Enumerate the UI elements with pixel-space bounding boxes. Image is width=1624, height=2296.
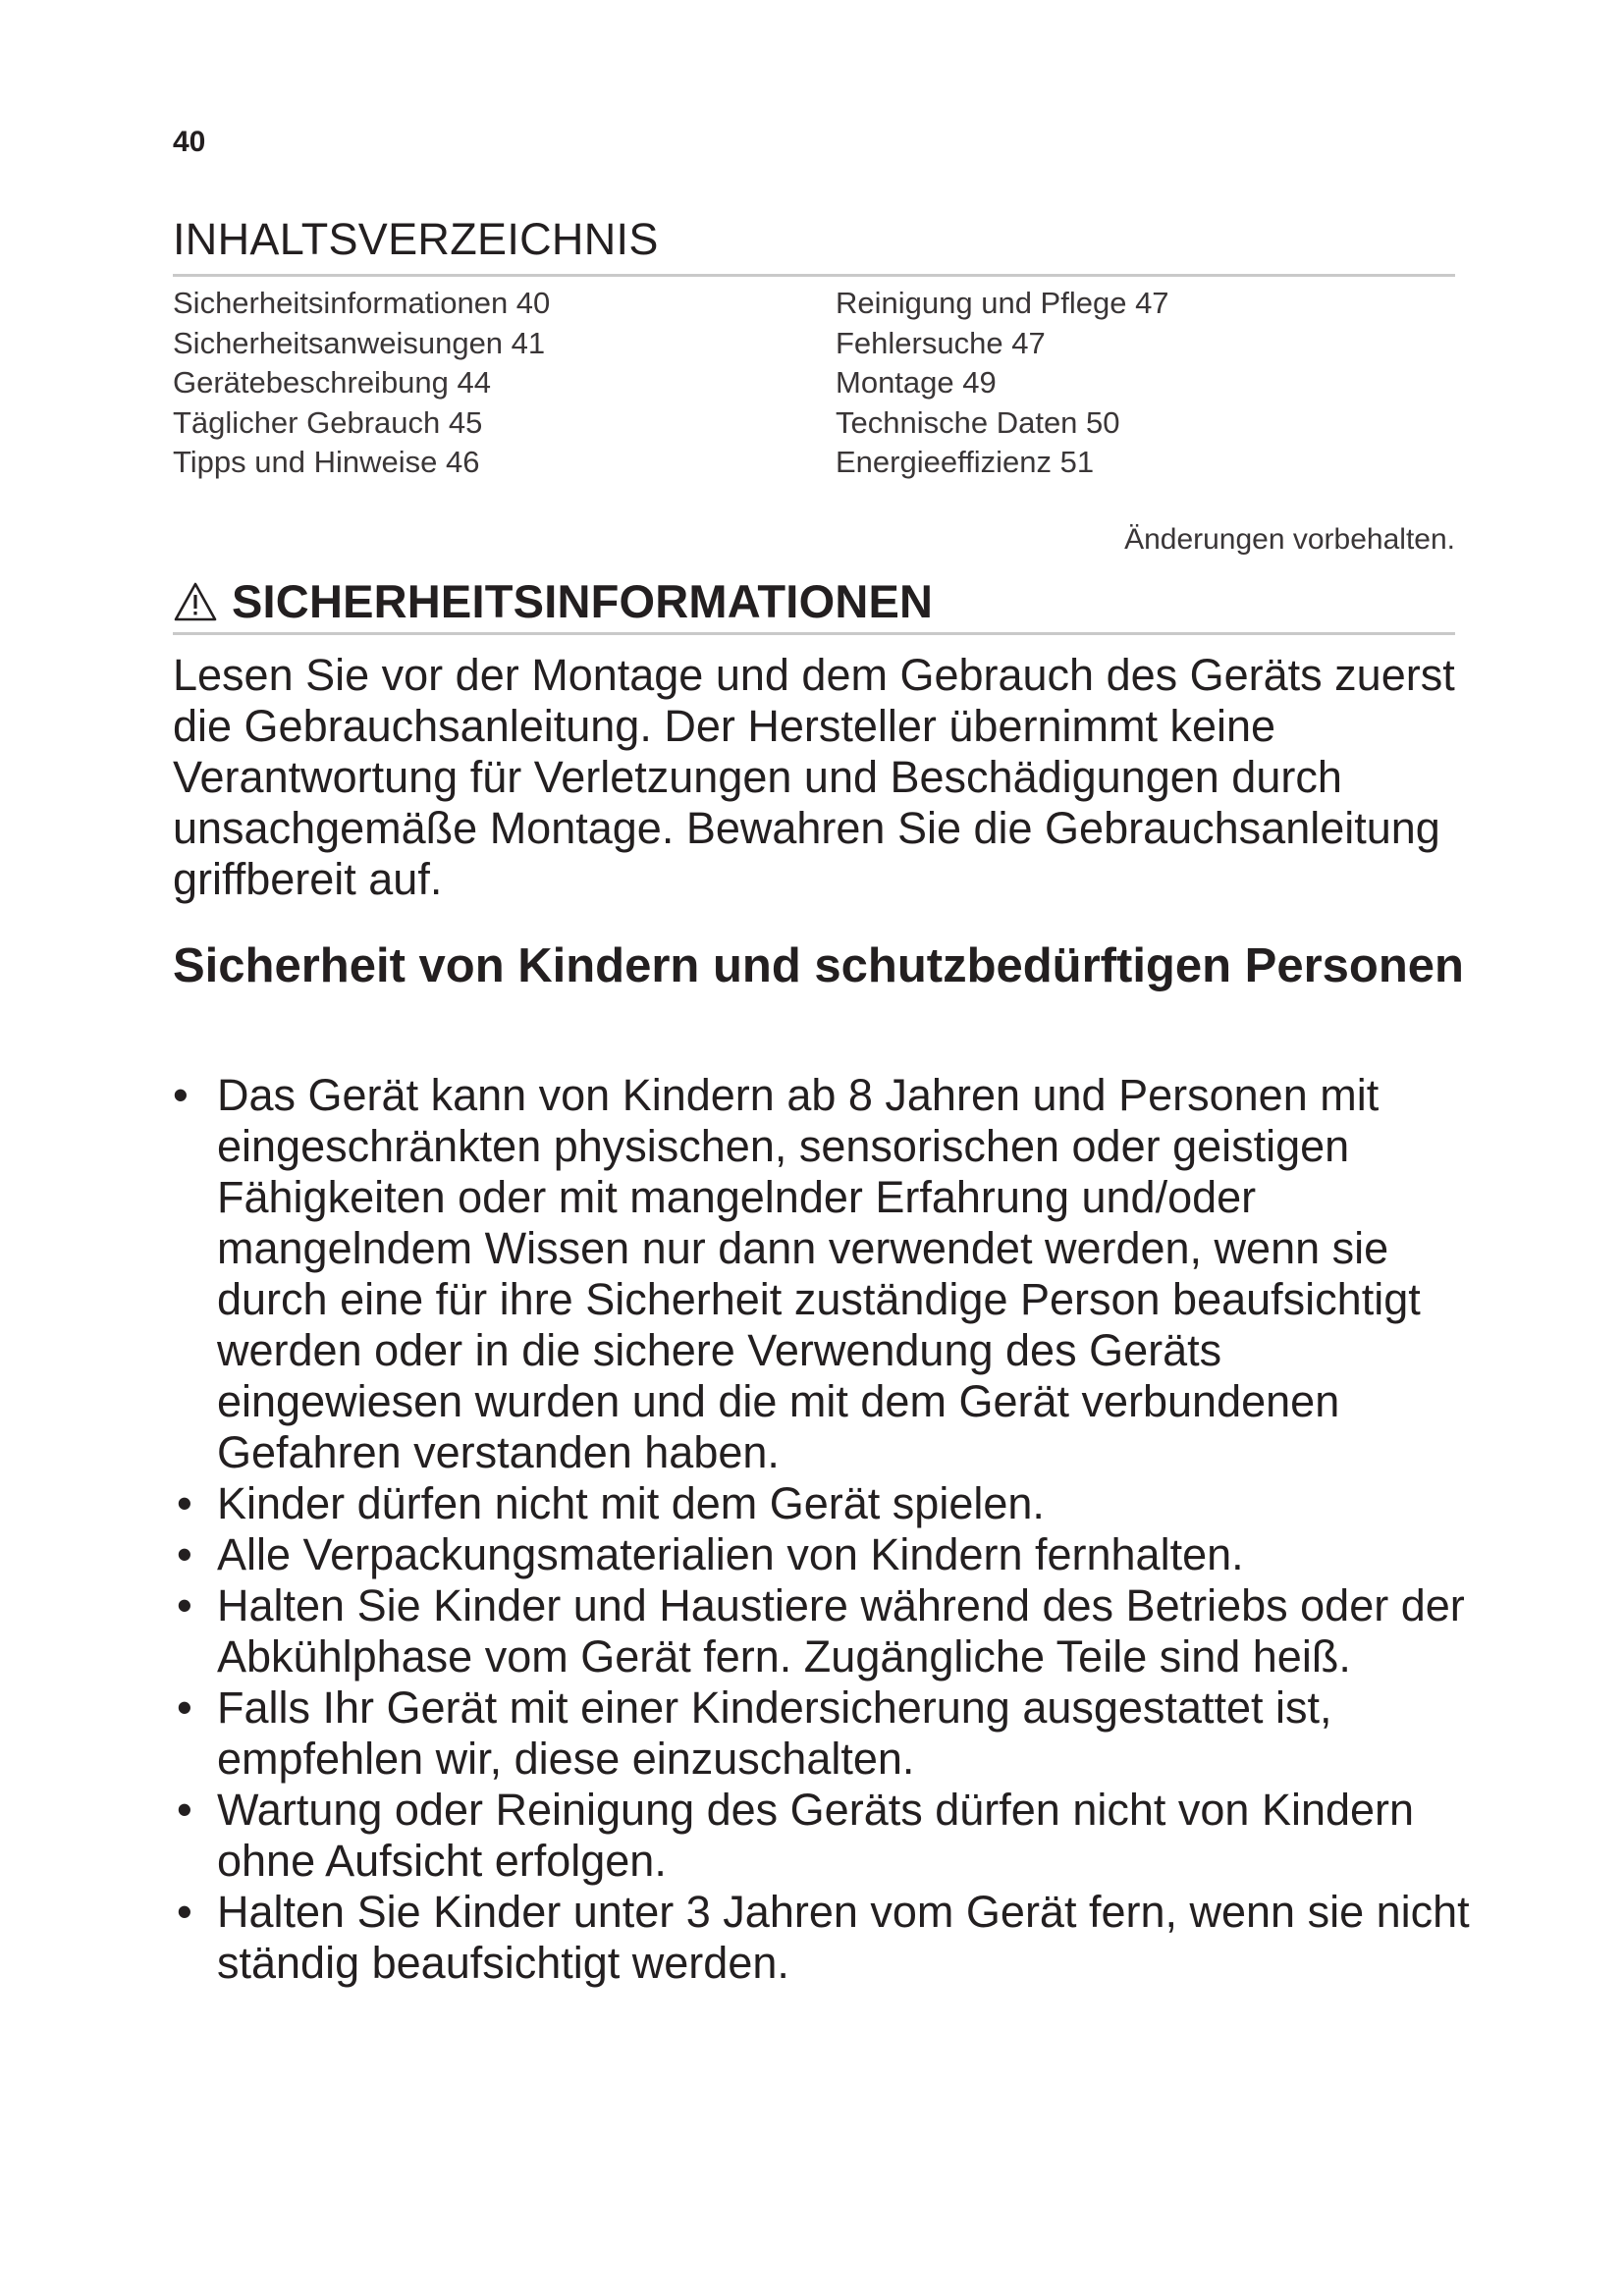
list-item [173, 1785, 1479, 1887]
list-item [173, 1529, 1479, 1580]
child-safety-subheading: Sicherheit von Kindern und schutzbedürftigen Personen [173, 939, 1464, 992]
child-safety-list [173, 1070, 1479, 1989]
bullet-icon: • [177, 1887, 192, 1937]
bullet-icon: • [177, 1478, 192, 1528]
bullet-icon: • [177, 1529, 192, 1579]
list-item-text: Wartung oder Reinigung des Geräts dürfen nicht von Kindern ohne Aufsicht erfolgen. [217, 1785, 1415, 1886]
toc-entry: Täglicher Gebrauch 45 [173, 404, 483, 440]
page-number: 40 [173, 126, 206, 158]
toc-right-column [836, 284, 1169, 483]
bullet-icon: • [177, 1682, 192, 1733]
bullet-icon: • [173, 1070, 189, 1120]
safety-intro: Lesen Sie vor der Montage und dem Gebrauch des Geräts zuerst die Gebrauchsanleitung. Der Hersteller übernimmt keine Verantwortung für Verletzungen und Beschädigungen durch unsachgemäße Montage. Bewahren Sie die Gebrauchsanleitung griffbereit auf. [173, 650, 1455, 904]
toc-entry: Sicherheitsinformationen 40 [173, 286, 551, 320]
warning-triangle-icon [173, 579, 218, 620]
toc-title: INHALTSVERZEICHNIS [173, 214, 659, 264]
safety-heading [173, 574, 933, 628]
list-item [173, 1070, 1479, 1478]
list-item-text: Das Gerät kann von Kindern ab 8 Jahren und Personen mit eingeschränkten physischen, sensorischen oder geistigen Fähigkeiten oder mit mangelnder Erfahrung und/oder mangelndem Wissen nur dann verwendet werden, wenn sie durch eine für ihre Sicherheit zuständige Person beaufsichtigt werden oder in die sichere Verwendung des Geräts eingewiesen wurden und die mit dem Gerät verbundenen Gefahren verstanden haben. [217, 1070, 1421, 1477]
list-item-text: Kinder dürfen nicht mit dem Gerät spielen. [217, 1478, 1045, 1528]
list-item [173, 1682, 1479, 1785]
bullet-icon: • [177, 1785, 192, 1835]
list-item-text: Halten Sie Kinder und Haustiere während des Betriebs oder der Abkühlphase vom Gerät fern. Zugängliche Teile sind heiß. [217, 1580, 1465, 1682]
toc-entry: Energieeffizienz 51 [836, 445, 1095, 479]
safety-divider [173, 632, 1455, 635]
bullet-icon: • [177, 1580, 192, 1630]
list-item [173, 1887, 1479, 1989]
list-item-text: Halten Sie Kinder unter 3 Jahren vom Gerät fern, wenn sie nicht ständig beaufsichtigt werden. [217, 1887, 1470, 1988]
toc-entry: Tipps und Hinweise 46 [173, 445, 480, 479]
toc-entry: Sicherheitsanweisungen 41 [173, 325, 546, 360]
safety-heading-text: SICHERHEITSINFORMATIONEN [232, 575, 934, 627]
list-item-text: Alle Verpackungsmaterialien von Kindern fernhalten. [217, 1529, 1244, 1579]
toc-left-column [173, 284, 550, 483]
toc-entry: Reinigung und Pflege 47 [836, 286, 1169, 320]
toc-divider [173, 274, 1455, 277]
list-item-text: Falls Ihr Gerät mit einer Kindersicherung ausgestattet ist, empfehlen wir, diese einzuschalten. [217, 1682, 1332, 1784]
toc-entry: Montage 49 [836, 365, 997, 400]
list-item [173, 1478, 1479, 1529]
toc-entry: Gerätebeschreibung 44 [173, 365, 492, 400]
toc-entry: Fehlersuche 47 [836, 325, 1046, 360]
toc-entry: Technische Daten 50 [836, 404, 1120, 440]
list-item [173, 1580, 1479, 1682]
changes-note: Änderungen vorbehalten. [1124, 523, 1455, 556]
